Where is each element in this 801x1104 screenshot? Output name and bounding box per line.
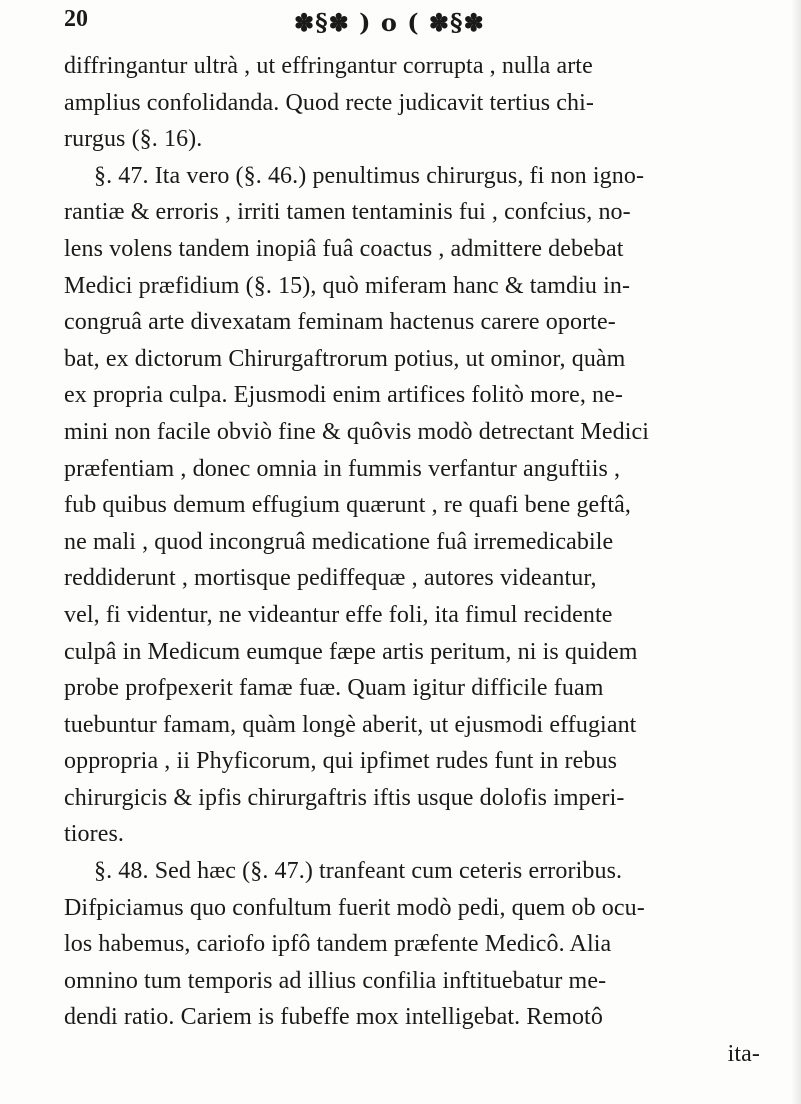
text-line: bat, ex dictorum Chirurgaftrorum potius, ut ominor, quàm xyxy=(64,345,626,372)
header-ornament: ✽§✽ ) o ( ✽§✽ xyxy=(294,8,485,37)
text-line: oppropria , ii Phyficorum, qui ipfimet rudes funt in rebus xyxy=(64,748,618,775)
text-line: ne mali , quod incongruâ medicatione fuâ irremedicabile xyxy=(64,528,614,555)
text-line: culpâ in Medicum eumque fæpe artis peritum, ni is quidem xyxy=(64,638,638,665)
text-line: amplius confolidanda. Quod recte judicavit tertius chi- xyxy=(64,89,595,116)
text-line: chirurgicis & ipfis chirurgaftris iftis usque dolofis imperi- xyxy=(64,784,625,811)
text-line: mini non facile obviò fine & quôvis modò detrectant Medici xyxy=(64,418,649,445)
paragraph-48-start: §. 48. Sed hæc (§. 47.) tranfeant cum ceteris erroribus. xyxy=(94,858,623,885)
text-line: ex propria culpa. Ejusmodi enim artifices folitò more, ne- xyxy=(64,382,623,409)
text-line: Medici præfidium (§. 15), quò miferam hanc & tamdiu in- xyxy=(64,272,631,299)
text-line: dendi ratio. Cariem is fubeffe mox intelligebat. Remotô xyxy=(64,1004,603,1031)
text-line: lens volens tandem inopiâ fuâ coactus , admittere debebat xyxy=(64,235,624,262)
page-number: 20 xyxy=(64,6,88,32)
text-line: los habemus, cariofo ipfô tandem præfente Medicô. Alia xyxy=(64,931,612,958)
text-line: rurgus (§. 16). xyxy=(64,126,203,153)
catchword: ita- xyxy=(727,1041,760,1068)
text-line: vel, fi videntur, ne videantur effe foli, ita fimul recidente xyxy=(64,601,613,628)
body-text xyxy=(64,48,784,1073)
text-line: rantiæ & erroris , irriti tamen tentaminis fui , confcius, no- xyxy=(64,199,631,226)
text-line: præfentiam , donec omnia in fummis verfantur anguftiis , xyxy=(64,455,621,482)
text-line: tuebuntur famam, quàm longè aberit, ut ejusmodi effugiant xyxy=(64,711,637,738)
text-line: probe profpexerit famæ fuæ. Quam igitur difficile fuam xyxy=(64,675,604,702)
text-line: Difpiciamus quo confultum fuerit modò pedi, quem ob ocu- xyxy=(64,894,645,921)
text-line: fub quibus demum effugium quærunt , re quafi bene geftâ, xyxy=(64,492,632,519)
page-header xyxy=(64,6,764,54)
paragraph-47-start: §. 47. Ita vero (§. 46.) penultimus chirurgus, fi non igno- xyxy=(94,162,645,189)
text-line: congruâ arte divexatam feminam hactenus carere oporte- xyxy=(64,309,616,336)
text-line: tiores. xyxy=(64,821,125,848)
text-line: diffringantur ultrà , ut effringantur corrupta , nulla arte xyxy=(64,53,593,79)
page-edge-shadow xyxy=(791,0,801,1104)
text-line: reddiderunt , mortisque pediffequæ , autores videantur, xyxy=(64,565,597,592)
text-line: omnino tum temporis ad illius confilia inftituebatur me- xyxy=(64,967,607,994)
